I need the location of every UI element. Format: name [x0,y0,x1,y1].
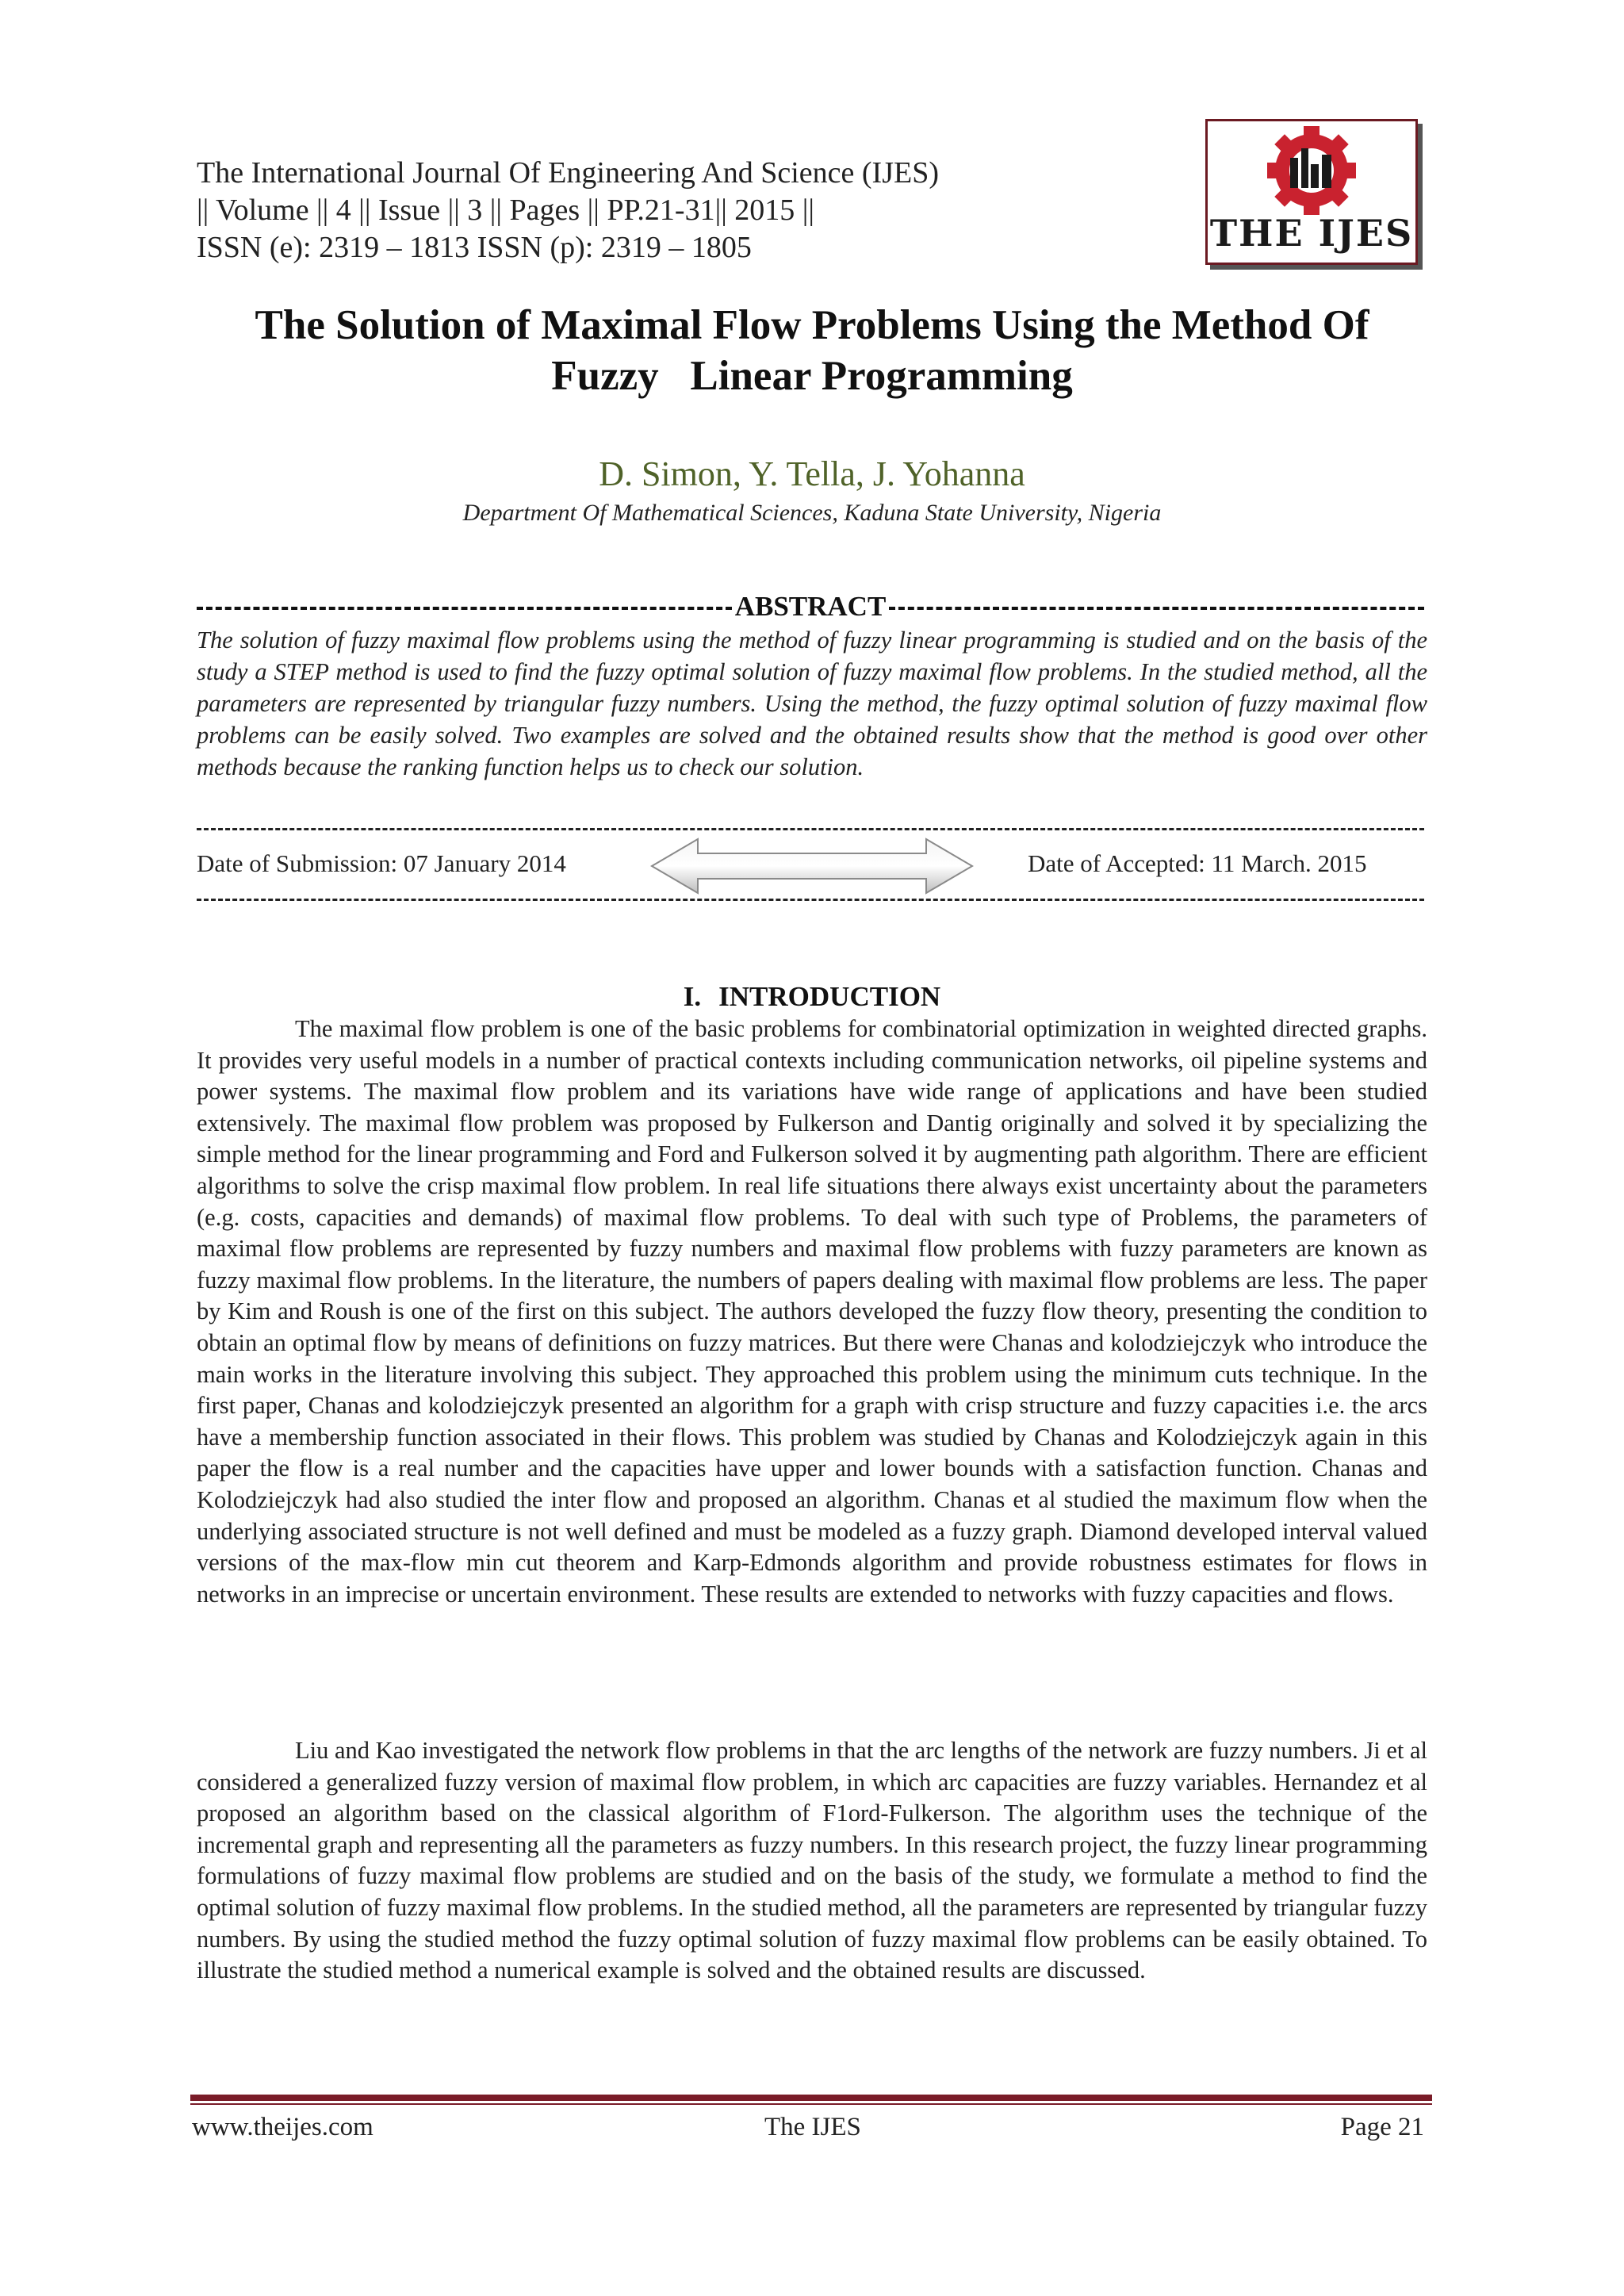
submission-date: Date of Submission: 07 January 2014 [197,849,566,877]
section-heading-introduction [159,980,1465,1014]
abstract-heading: ABSTRACT [734,591,887,622]
title-line-1: The Solution of Maximal Flow Problems Using the Method Of [255,302,1369,348]
affiliation: Department Of Mathematical Sciences, Kaduna State University, Nigeria [462,500,1162,526]
authors: D. Simon, Y. Tella, J. Yohanna [599,454,1025,493]
accepted-date: Date of Accepted: 11 March. 2015 [1028,849,1367,877]
footer-rule-thin [190,2103,1432,2105]
abstract-text: The solution of fuzzy maximal flow problems using the method of fuzzy linear programming is studied and on the basis of the study a STEP method is used to find the fuzzy optimal solution of fuzzy maximal flow problems. In the studied method, all the parameters are represented by triangular fuzzy numbers. Using the method, the fuzzy optimal solution of fuzzy maximal flow problems can be easily solved. Two examples are solved and the obtained results show that the method is good over other methods because the ranking function helps us to check our solution. [197,627,1427,780]
paper-title [159,300,1465,401]
journal-name: The International Journal Of Engineering And Science (IJES) [197,156,939,190]
journal-issn: ISSN (e): 2319 – 1813 ISSN (p): 2319 – 1805 [197,231,752,264]
ijes-logo [1205,119,1418,265]
abstract-left-dashes [197,607,732,610]
double-arrow-icon [649,834,975,898]
dashed-divider-top [197,828,1424,830]
logo-text: THE IJES [1209,212,1414,255]
body-paragraph: The maximal flow problem is one of the basic problems for combinatorial optimization in weighted directed graphs. It provides very useful models in a number of practical contexts including communication networks, oil pipeline systems and power systems. The maximal flow problem and its variations have wide range of applications and have been studied extensively. The maximal flow problem was proposed by Fulkerson and Dantig originally and solved it by specializing the simple method for the linear programming and Ford and Fulkerson solved it by augmenting path algorithm. There are efficient algorithms to solve the crisp maximal flow problem. In real life situations there always exist uncertainty about the parameters (e.g. costs, capacities and demands) of maximal flow problems. To deal with such type of Problems, the parameters of maximal flow problems are represented by fuzzy numbers and maximal flow problems with fuzzy parameters are known as fuzzy maximal flow problems. In the literature, the numbers of papers dealing with maximal flow problems are less. The paper by Kim and Roush is one of the first on this subject. The authors developed the fuzzy flow theory, presenting the condition to obtain an optimal flow by means of definitions on fuzzy matrices. But there were Chanas and kolodziejczyk who introduce the main works in the literature involving this subject. They approached this problem using the minimum cuts technique. In the first paper, Chanas and kolodziejczyk presented an algorithm for a graph with crisp structure and fuzzy capacities i.e. the arcs have a membership function associated in their flows. This problem was studied by Chanas and Kolodziejczyk again in this paper the flow is a real number and the capacities have upper and lower bounds with a satisfaction function. Chanas and Kolodziejczyk had also studied the inter flow and proposed an algorithm. Chanas et al studied the maximum flow when the underlying associated structure is not well defined and must be modeled as a fuzzy graph. Diamond developed interval valued versions of the max-flow min cut theorem and Karp-Edmonds algorithm and provide robustness estimates for flows in networks in an imprecise or uncertain environment. These results are extended to networks with fuzzy capacities and flows. [197,1015,1427,1608]
footer-website: www.theijes.com [192,2113,373,2141]
footer-page-number: Page 21 [1340,2113,1424,2141]
section-number: I. [683,981,702,1012]
journal-volume-info: || Volume || 4 || Issue || 3 || Pages || PP.21-31|| 2015 || [197,194,815,227]
footer-rule [190,2095,1432,2101]
abstract-right-dashes [889,607,1424,610]
body-paragraph: Liu and Kao investigated the network flow problems in that the arc lengths of the network are fuzzy numbers. Ji et al considered a generalized fuzzy version of maximal flow problem, in which arc capacities are fuzzy variables. Hernandez et al proposed an algorithm based on the classical algorithm of F1ord-Fulkerson. The algorithm uses the technique of the incremental graph and representing all the parameters as fuzzy numbers. In this research project, the fuzzy linear programming formulations of fuzzy maximal flow problems are studied and on the basis of the study, we formulate a method to find the optimal solution of fuzzy maximal flow problems. In the studied method, all the parameters are represented by triangular fuzzy numbers. By using the studied method the fuzzy optimal solution of fuzzy maximal flow problems can be easily obtained. To illustrate the studied method a numerical example is solved and the obtained results are discussed. [197,1737,1427,1984]
dashed-divider-bottom [197,899,1424,901]
section-title: INTRODUCTION [718,981,941,1012]
abstract-header-rule [197,591,1424,623]
title-line-2: Fuzzy Linear Programming [551,353,1073,399]
footer-journal: The IJES [764,2113,861,2141]
journal-header [197,155,1148,266]
